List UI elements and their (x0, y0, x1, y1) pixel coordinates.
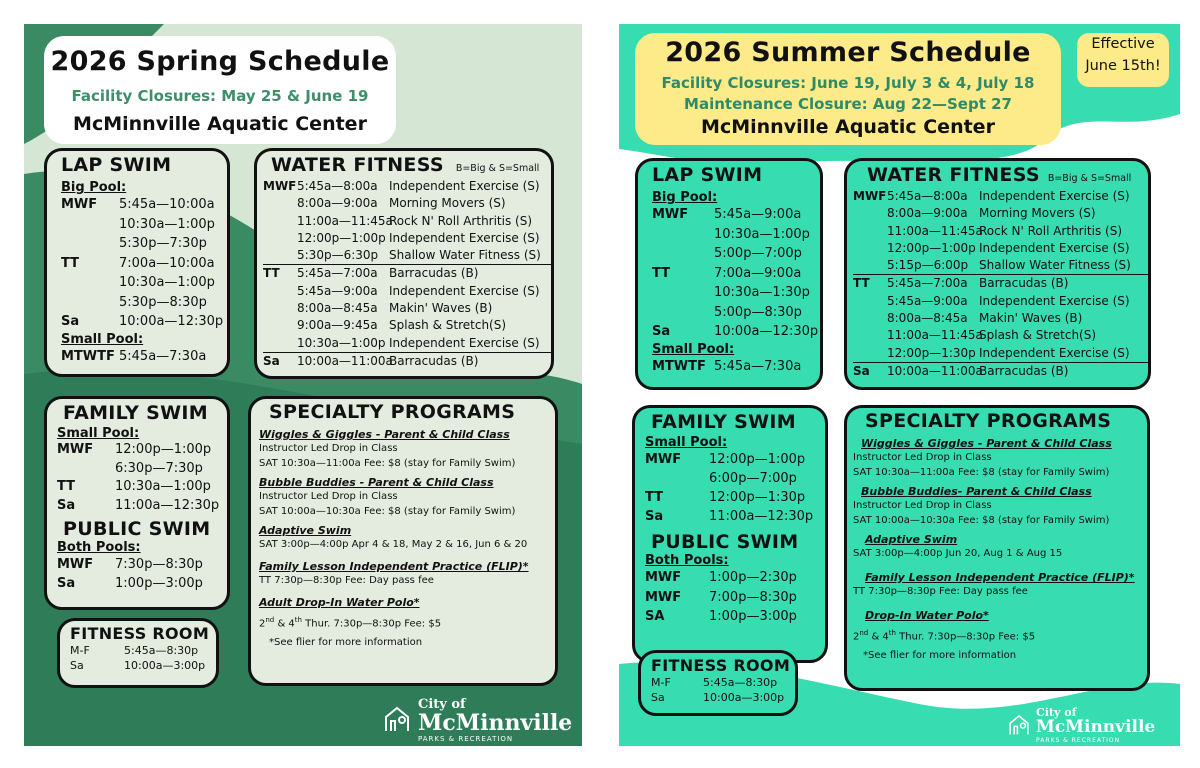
schedule-row (61, 347, 227, 366)
family-swim-rows (645, 450, 825, 526)
summer-family-public-card (632, 405, 828, 663)
time-range: 5:30p—7:30p (119, 236, 207, 251)
fitness-class-row (853, 293, 1148, 310)
bubble-buddies-desc: Instructor Led Drop in Class (259, 491, 398, 502)
lap-swim-rows (652, 205, 820, 342)
day-label: Sa (263, 353, 280, 368)
day-label (853, 223, 887, 240)
day-label: MTWTF (652, 358, 706, 374)
time-range: 10:30a—1:00p (119, 275, 215, 290)
logo-city-of: City of (1036, 706, 1077, 719)
day-label (263, 213, 297, 230)
fitness-class-row (263, 283, 551, 300)
fitness-class-row (853, 310, 1148, 327)
wiggles-giggles-desc: Instructor Led Drop in Class (853, 452, 992, 463)
schedule-row (645, 588, 825, 608)
day-label: Sa (57, 497, 76, 513)
time-range: 10:30a—1:00p (115, 479, 211, 494)
summer-schedule-panel (619, 24, 1180, 746)
adaptive-swim-title: Adaptive Swim (259, 524, 352, 537)
class-name: Rock N' Roll Arthritis (S) (979, 223, 1123, 238)
schedule-row (645, 488, 825, 507)
fitness-class-row (853, 257, 1148, 274)
schedule-row (70, 643, 216, 658)
day-label (61, 215, 119, 235)
lap-swim-small-rows (61, 347, 227, 366)
day-label: Sa (70, 659, 84, 672)
time-range: 5:45a—9:00a (887, 293, 968, 308)
time-range: 5:45a—9:00a (297, 283, 378, 298)
time-range: 5:45a—8:30p (124, 644, 199, 657)
class-name: Independent Exercise (S) (979, 240, 1130, 255)
schedule-row (645, 607, 825, 627)
fitness-class-row (853, 362, 1148, 380)
class-name: Independent Exercise (S) (979, 345, 1130, 360)
time-range: 10:00a—12:30p (714, 324, 819, 339)
day-label (263, 230, 297, 247)
schedule-row (57, 478, 227, 497)
class-name: Makin' Waves (B) (979, 311, 1083, 326)
tree-house-icon (1007, 712, 1031, 736)
schedule-row (57, 441, 227, 460)
class-name: Independent Exercise (S) (979, 189, 1130, 203)
day-label (57, 460, 115, 479)
day-label: TT (263, 266, 280, 281)
spring-title: 2026 Spring Schedule (50, 46, 390, 77)
fitness-class-row (853, 223, 1148, 240)
spring-title-box (44, 36, 396, 144)
time-range: 11:00a—12:30p (709, 509, 814, 524)
class-name: Barracudas (B) (979, 276, 1069, 291)
time-range: 7:00a—10:00a (119, 255, 215, 271)
wiggles-giggles-desc: Instructor Led Drop in Class (259, 443, 398, 454)
family-swim-heading: FAMILY SWIM (651, 411, 796, 433)
time-range: 12:00p—1:00p (709, 452, 806, 467)
time-range: 6:30p—7:30p (115, 460, 203, 476)
time-range: 1:00p—3:00p (115, 576, 203, 591)
summer-closures: Facility Closures: June 19, July 3 & 4, July 18 (661, 74, 1035, 92)
effective-date: June 15th! (1085, 58, 1161, 74)
time-range: 1:00p—2:30p (709, 570, 797, 585)
schedule-row (645, 507, 825, 526)
lap-swim-rows (61, 195, 227, 332)
schedule-row (652, 303, 820, 323)
specialty-footnote: *See flier for more information (269, 637, 423, 649)
time-range: 5:00p—8:30p (714, 304, 802, 320)
class-name: Shallow Water Fitness (S) (389, 248, 541, 263)
time-range: 7:30p—8:30p (115, 557, 203, 572)
day-label: MWF (645, 589, 682, 605)
specialty-footnote: *See flier for more information (863, 650, 1017, 662)
day-label: TT (61, 255, 80, 271)
public-pool-label: Both Pools: (645, 553, 729, 568)
time-range: 11:00a—11:45a (887, 223, 983, 238)
logo-city-of: City of (418, 697, 466, 712)
small-pool-label: Small Pool: (652, 341, 735, 357)
time-range: 5:45a—9:00a (714, 207, 802, 222)
effective-label: Effective (1091, 36, 1155, 52)
summer-title-box (635, 33, 1061, 145)
time-range: 11:00a—11:45a (887, 328, 983, 343)
flip-title: Family Lesson Independent Practice (FLIP)* (865, 571, 1135, 584)
time-range: 10:30a—1:00p (714, 226, 810, 242)
time-range: 10:00a—11:00a (887, 363, 983, 378)
logo-parks-rec: PARKS & RECREATION (1036, 737, 1121, 744)
fitness-class-row (263, 352, 551, 370)
fitness-room-heading: FITNESS ROOM (651, 656, 791, 675)
fitness-class-row (853, 240, 1148, 257)
lap-swim-heading: LAP SWIM (61, 154, 172, 176)
schedule-row (645, 568, 825, 588)
day-label (263, 317, 297, 334)
fitness-class-row (853, 188, 1148, 205)
day-label: Sa (652, 324, 671, 339)
schedule-row (652, 244, 820, 264)
day-label (652, 283, 714, 303)
time-range: 10:30a—1:00p (297, 335, 386, 350)
time-range: 10:00a—3:00p (703, 691, 785, 704)
schedule-row (651, 690, 795, 705)
day-label (61, 293, 119, 313)
day-label: TT (853, 276, 870, 291)
schedule-row (652, 283, 820, 303)
day-label: MWF (853, 189, 887, 203)
schedule-row (652, 264, 820, 284)
fitness-room-rows (70, 643, 216, 673)
time-range: 5:45a—8:30p (703, 676, 778, 689)
logo-mcminnville: McMinnville (1036, 717, 1156, 737)
time-range: 5:45a—7:30a (714, 358, 802, 374)
wiggles-giggles-time: SAT 10:30a—11:00a Fee: $8 (stay for Family Swim) (259, 458, 516, 469)
day-label: MWF (263, 179, 297, 193)
adaptive-swim-title: Adaptive Swim (865, 533, 958, 546)
day-label: MWF (57, 442, 94, 457)
time-range: 5:15p—6:00p (887, 258, 969, 273)
schedule-row (652, 322, 820, 342)
bubble-buddies-time: SAT 10:00a—10:30a Fee: $8 (stay for Family Swim) (853, 515, 1110, 526)
fitness-class-row (853, 327, 1148, 344)
day-label: M-F (70, 644, 90, 657)
family-pool-label: Small Pool: (645, 435, 728, 450)
day-label: MWF (57, 557, 94, 572)
summer-lap-swim-card (635, 158, 823, 390)
time-range: 10:00a—11:00a (297, 353, 393, 368)
water-fitness-heading: WATER FITNESS (271, 154, 444, 176)
spring-schedule-panel (24, 24, 582, 746)
time-range: 7:00a—9:00a (714, 265, 802, 281)
time-range: 5:30p—8:30p (119, 294, 207, 310)
summer-maintenance: Maintenance Closure: Aug 22—Sept 27 (684, 95, 1012, 113)
time-range: 5:45a—7:30a (119, 348, 207, 364)
fitness-class-row (853, 205, 1148, 222)
effective-date-badge (1077, 33, 1169, 87)
logo-mcminnville: McMinnville (418, 710, 573, 736)
water-polo-time: 2nd & 4th Thur. 7:30p—8:30p Fee: $5 (259, 616, 442, 630)
class-name: Splash & Stretch(S) (389, 318, 507, 333)
day-label (263, 247, 297, 264)
day-label (853, 327, 887, 344)
class-name: Independent Exercise (S) (389, 283, 540, 298)
fitness-room-heading: FITNESS ROOM (70, 624, 210, 643)
fitness-class-row (263, 300, 551, 317)
family-swim-heading: FAMILY SWIM (63, 402, 208, 424)
time-range: 12:00p—1:30p (887, 345, 976, 360)
schedule-row (57, 460, 227, 479)
class-name: Independent Exercise (S) (389, 179, 540, 193)
fitness-class-row (263, 247, 551, 264)
water-fitness-rows (853, 188, 1148, 380)
time-range: 5:00p—7:00p (714, 246, 802, 261)
adaptive-swim-time: SAT 3:00p—4:00p Jun 20, Aug 1 & Aug 15 (853, 548, 1063, 559)
day-label (61, 273, 119, 293)
fitness-class-row (263, 335, 551, 352)
bubble-buddies-time: SAT 10:00a—10:30a Fee: $8 (stay for Family Swim) (259, 506, 516, 517)
family-swim-rows (57, 441, 227, 515)
day-label (263, 195, 297, 212)
flip-title: Family Lesson Independent Practice (FLIP)* (259, 560, 529, 573)
class-name: Independent Exercise (S) (389, 230, 540, 245)
big-pool-label: Big Pool: (652, 190, 718, 205)
day-label: TT (57, 479, 76, 494)
specialty-heading: SPECIALTY PROGRAMS (865, 410, 1112, 432)
lap-swim-small-rows (652, 357, 820, 376)
schedule-row (61, 215, 227, 235)
day-label (853, 310, 887, 327)
time-range: 9:00a—9:45a (297, 318, 378, 333)
public-pool-label: Both Pools: (57, 540, 141, 555)
spring-closures: Facility Closures: May 25 & June 19 (71, 87, 369, 105)
time-range: 6:00p—7:00p (709, 471, 797, 486)
schedule-row (652, 225, 820, 245)
day-label: MTWTF (61, 348, 115, 364)
spring-water-fitness-card (254, 148, 554, 379)
fitness-room-rows (651, 675, 795, 705)
small-pool-label: Small Pool: (61, 331, 144, 347)
time-range: 10:30a—1:30p (714, 285, 810, 300)
time-range: 12:00p—1:30p (709, 490, 806, 505)
fitness-class-row (263, 213, 551, 230)
summer-fitness-room-card (638, 650, 798, 716)
day-label: Sa (651, 691, 665, 704)
schedule-row (652, 205, 820, 225)
day-label: Sa (853, 363, 870, 378)
day-label (61, 234, 119, 254)
adaptive-swim-time: SAT 3:00p—4:00p Apr 4 & 18, May 2 & 16, Jun 6 & 20 (259, 539, 528, 550)
tree-house-icon (382, 703, 412, 733)
time-range: 8:00a—8:45a (297, 301, 378, 316)
schedule-row (61, 312, 227, 332)
spring-fitness-room-card (57, 618, 219, 688)
spring-city-logo (382, 692, 572, 743)
time-range: 12:00p—1:00p (297, 230, 386, 245)
time-range: 5:45a—7:00a (887, 276, 968, 291)
summer-title: 2026 Summer Schedule (665, 37, 1031, 68)
public-swim-heading: PUBLIC SWIM (651, 531, 799, 553)
time-range: 11:00a—11:45a (297, 213, 393, 228)
time-range: 10:00a—12:30p (119, 314, 224, 329)
schedule-row (61, 293, 227, 313)
pool-key-note: B=Big & S=Small (455, 163, 540, 174)
logo-parks-rec: PARKS & RECREATION (418, 735, 514, 743)
fitness-class-row (263, 178, 551, 195)
schedule-row (645, 469, 825, 488)
time-range: 8:00a—8:45a (887, 311, 968, 326)
family-pool-label: Small Pool: (57, 426, 140, 441)
day-label: M-F (651, 676, 671, 689)
class-name: Rock N' Roll Arthritis (S) (389, 213, 533, 228)
day-label: MWF (645, 452, 682, 467)
schedule-row (61, 273, 227, 293)
bubble-buddies-title: Bubble Buddies - Parent & Child Class (259, 476, 494, 489)
spring-center-name: McMinnville Aquatic Center (73, 113, 367, 135)
day-label (263, 335, 297, 352)
schedule-row (57, 555, 227, 574)
day-label (652, 244, 714, 264)
schedule-row (645, 450, 825, 469)
time-range: 12:00p—1:00p (115, 442, 212, 457)
class-name: Makin' Waves (B) (389, 301, 493, 316)
fitness-class-row (263, 230, 551, 247)
time-range: 7:00p—8:30p (709, 589, 797, 605)
fitness-class-row (263, 317, 551, 334)
wiggles-giggles-title: Wiggles & Giggles - Parent & Child Class (259, 428, 510, 441)
big-pool-label: Big Pool: (61, 180, 127, 195)
schedule-row (70, 658, 216, 673)
schedule-row (652, 357, 820, 376)
fitness-class-row (263, 195, 551, 212)
bubble-buddies-title: Bubble Buddies- Parent & Child Class (861, 485, 1092, 498)
time-range: 1:00p—3:00p (709, 609, 797, 624)
public-swim-heading: PUBLIC SWIM (63, 518, 211, 540)
flip-time: TT 7:30p—8:30p Fee: Day pass fee (853, 586, 1028, 597)
spring-specialty-card (248, 396, 558, 686)
time-range: 5:45a—8:00a (887, 189, 968, 203)
day-label: MWF (61, 197, 98, 212)
day-label (853, 345, 887, 362)
fitness-class-row (263, 264, 551, 282)
class-name: Morning Movers (S) (979, 206, 1096, 221)
day-label (652, 225, 714, 245)
fitness-class-row (853, 345, 1148, 362)
water-polo-title: Adult Drop-In Water Polo* (259, 596, 420, 609)
day-label (645, 469, 709, 488)
water-fitness-heading: WATER FITNESS (867, 164, 1040, 186)
time-range: 5:45a—8:00a (297, 179, 378, 193)
class-name: Splash & Stretch(S) (979, 328, 1097, 343)
summer-center-name: McMinnville Aquatic Center (701, 116, 995, 138)
wiggles-giggles-title: Wiggles & Giggles - Parent & Child Class (861, 437, 1112, 450)
day-label: Sa (61, 314, 80, 329)
spring-lap-swim-card (44, 148, 230, 377)
day-label (263, 300, 297, 317)
day-label: MWF (652, 207, 689, 222)
time-range: 11:00a—12:30p (115, 497, 220, 513)
day-label: TT (645, 490, 664, 505)
public-swim-rows (57, 555, 227, 593)
day-label: SA (645, 609, 665, 624)
summer-water-fitness-card (844, 158, 1151, 390)
day-label: Sa (57, 576, 76, 591)
public-swim-rows (645, 568, 825, 627)
class-name: Shallow Water Fitness (S) (979, 258, 1131, 273)
class-name: Barracudas (B) (979, 363, 1069, 378)
day-label: Sa (645, 509, 664, 524)
time-range: 5:45a—7:00a (297, 266, 378, 281)
flip-time: TT 7:30p—8:30p Fee: Day pass fee (259, 575, 434, 586)
schedule-row (57, 574, 227, 593)
day-label (853, 205, 887, 222)
day-label: TT (652, 265, 671, 281)
class-name: Barracudas (B) (389, 266, 479, 281)
specialty-heading: SPECIALTY PROGRAMS (269, 401, 516, 423)
summer-city-logo (1007, 704, 1155, 744)
day-label (263, 283, 297, 300)
day-label (853, 293, 887, 310)
class-name: Barracudas (B) (389, 353, 479, 368)
time-range: 8:00a—9:00a (297, 196, 378, 211)
pool-key-note: B=Big & S=Small (1047, 173, 1132, 184)
class-name: Morning Movers (S) (389, 196, 506, 211)
class-name: Independent Exercise (S) (979, 293, 1130, 308)
fitness-class-row (853, 274, 1148, 292)
schedule-row (57, 497, 227, 516)
day-label: MWF (645, 570, 682, 585)
water-fitness-rows (263, 178, 551, 370)
schedule-row (61, 254, 227, 274)
water-polo-title: Drop-In Water Polo* (865, 609, 989, 622)
spring-family-public-card (44, 396, 230, 610)
class-name: Independent Exercise (S) (389, 335, 540, 350)
schedule-row (651, 675, 795, 690)
lap-swim-heading: LAP SWIM (652, 164, 763, 186)
day-label (853, 240, 887, 257)
wiggles-giggles-time: SAT 10:30a—11:00a Fee: $8 (stay for Family Swim) (853, 467, 1110, 478)
time-range: 5:30p—6:30p (297, 248, 379, 263)
summer-specialty-card (844, 405, 1150, 691)
schedule-row (61, 234, 227, 254)
water-polo-time: 2nd & 4th Thur. 7:30p—8:30p Fee: $5 (853, 629, 1036, 643)
schedule-row (61, 195, 227, 215)
time-range: 5:45a—10:00a (119, 197, 215, 212)
time-range: 10:00a—3:00p (124, 659, 206, 672)
time-range: 10:30a—1:00p (119, 216, 215, 232)
bubble-buddies-desc: Instructor Led Drop in Class (853, 500, 992, 511)
time-range: 8:00a—9:00a (887, 206, 968, 221)
day-label (853, 257, 887, 274)
day-label (652, 303, 714, 323)
time-range: 12:00p—1:00p (887, 240, 976, 255)
